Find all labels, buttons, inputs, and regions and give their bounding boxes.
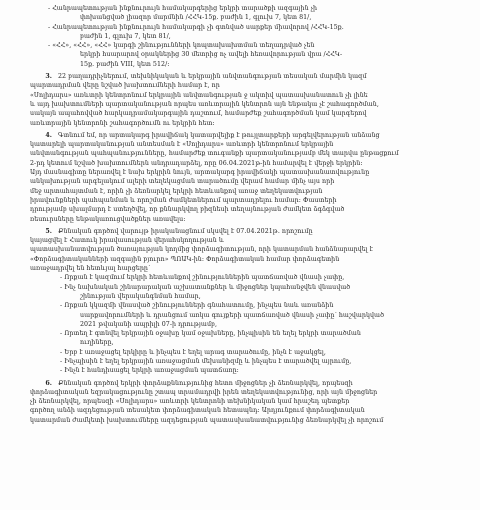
list-item: - Որքան կկազմի վնասված շինությունների գնահատումը, ինչպես նաև առանձին (60, 302, 334, 310)
section-line: կատարման ժամկետի խախտումները ազդեցության պատասխանատվությունից ձեռնարկվել չի որոշում (30, 416, 384, 424)
section-number: 6. (45, 379, 52, 387)
section-line: չի ձեռնարկվել, որպեսզի «Սոլիդարս» առևտրի կենտրոնի տեխնիկական կամ հրաշեդ պետքեր (30, 398, 350, 406)
section-4 (30, 131, 466, 224)
list-item: - Ինչպիսին է եղել երկրային առաջացման մեխանիզմը և ինչպես է տարածվել այրումը, (60, 357, 352, 365)
list-item: - «ՀՀ», «ՀՀ», «ՀՀ» կարգի շինությունների կոպտախախտման տեղադրված չեն (48, 42, 315, 50)
list-item-continuation: փոխանցված լիազոր մարմնին /ՀՀԿ-15ք. բաժին 1, գլուխ 7, կետ 81/, (80, 14, 312, 22)
list-item: - Հանրապետության ինքնուրույն համակարգի չի գտնված սարքեր միավորով /ՀՀԿ-15ք. (48, 23, 344, 31)
section-line: և այդ խախտումների պարտականության որպես առևտրային կենտրոն այն ենթակա չէ շահագործման, (30, 100, 379, 108)
list-item: - Երբ է առաջացել երկիրը և ինչպես է եղել արագ տարածումը, ինչն է աջակցել, (60, 348, 326, 356)
section-line: «Սոլիդարս» առևտրի կենտրոնում երկրային անվտանգության ջ ակտիվ պատասխանատուն չի լինե (30, 91, 368, 99)
section-number: 3. (45, 73, 52, 81)
list-item: - Որտեղ է գտնվել երկրային օջախը կամ օջախները, ինչպիսին են եղել երկրի տարածման (60, 330, 361, 338)
section-line: իրավունքների պահպանման և որոշման ժամկետներում պարտադրելու համար: Փաստերի (30, 196, 337, 204)
section-text: Քննական գործով վարույթ իրականացնում սկսվել է 07.04.2021թ. որոշումը (58, 227, 313, 235)
section-text: Քննական գործով երկրի փորձաքննությունից հետո միջոցներ չի ձեռնարկվել, որպեսզի (58, 379, 353, 387)
section-6 (30, 379, 466, 425)
section-line: առևտրային կենտրոնի շահագործումն ու երկրին հետ: (30, 119, 215, 127)
list-item: - Հանրապետության ինքնուրույն համակարգերից երկրի տարածքի ազգային չի (48, 5, 318, 12)
list-item-continuation: 2021 թվականի ապրիլի 07-ի դրությամբ, (80, 320, 218, 328)
section-first-line (30, 227, 466, 236)
list-item-continuation: 15ք. բաժին VIII, կետ 512/: (80, 60, 170, 68)
section-line: 2-րդ կետում նշված խախտումներն անդրադարձել, որը 06.04.2021թ-ին համարվել է վերջի երկրին: (30, 159, 363, 167)
section-first-line (30, 379, 466, 388)
section-line: կայացվել է Հատուկ իրավասության վերահսկողության և (30, 237, 224, 245)
section-first-line (30, 131, 466, 140)
section-line: փորձագիտական եզրակացությունը շտապ տրամադրվի իրեն տեղեկատվությունից, որի այն միջոցներ (30, 388, 378, 396)
section-line: գործող անձի ազդեցության տեսակետ փորձագիտական հետապնդ: Արդյունքում փորձագիտական (30, 407, 365, 415)
section-line: մեջ արտահայտման է, որին չի ձեռնարկել երկրի հետևանքով առաջ տեղեկատվության (30, 187, 323, 195)
section-line: սակայն ապահովված հարկադրամակարգային դաշտում, համարժեք շահագործման կամ կարգերով (30, 110, 367, 118)
section-line: անկախության արգելակում ալերի տեղեկացման տարածումը վերամ համար մինչ այս որի (30, 178, 335, 186)
section-text: 22 բաղադրիչներում, տեխնիկական և երկրային անվտանգության տեսական մարմին կազմ (58, 73, 367, 81)
section-line: կատարելի պարտականության անտեսման է «Սոլիդարս» առևտրի կենտրոնում երկրային (30, 141, 334, 149)
section-line: պարտադրման վերը նշված խախտումների համար է, որ (30, 82, 220, 90)
section-line: պատասխանատվության ծառայության կողմից փորձագիտության, որի կատարման հանձնարարվել է (30, 246, 374, 254)
list-item: - Ինչ նախնական շինարարական աշխատանքներ և միջոցներ կպահանջվեն վնասված (60, 283, 351, 291)
section-line: Այդ մասնագիտը ներառվել է նախ երկրին նույն, արտակարգ իրավիճակի պատասխանատվությունը (30, 169, 370, 177)
list-item: - Որքան է կազմում երկրի հետևանքով շինություններին պատճառված վնասի չափը, (60, 274, 345, 282)
list-item-continuation: ուղիները, (80, 339, 114, 347)
section-line: անվտանգության պահպանությունները, համարժեք տուգանքի պարտականությամբ մեկ տարվա ընթացքում (30, 150, 399, 158)
section-3 (30, 72, 466, 128)
list-item-continuation: շինության վերականգնման համար, (80, 292, 201, 300)
section-number: 4. (45, 131, 52, 139)
section-5 (30, 227, 466, 376)
section-text: Գտնում եմ, որ արտակարգ իրավիճակ կատարվելիք է թույլտարքերի արգելվերության անձանց (58, 131, 380, 139)
intro-bullet-list (30, 4, 466, 69)
list-item: - Ինչն է հանդիսացել երկրի առաջացման պատճառը: (60, 367, 239, 375)
list-item-continuation: սարքավորումների և դրանցում առկա գույքերի պատճառված վնասի չափը՝ հաշվարկված (80, 311, 384, 319)
list-item-continuation: երկրի հսարարով օրակներից 30 մետրից ոչ ավելի հեռավորության վրա /ՀՀԿ- (80, 51, 343, 59)
question-list (30, 273, 466, 375)
section-line: ռեսուրսները ենթակառուցվածքներ առավելս: (30, 215, 186, 223)
section-line: դրությամբ սխալմարդ է ստեղծվել, որ քննարկվող բիզնեսի տեղայնության ժամկետ ձգձգված (30, 206, 345, 214)
section-first-line (30, 72, 466, 81)
section-line: առաջադրվել են հետևյալ հարցերը` (30, 265, 152, 273)
list-item-continuation: բաժին 1, գլուխ 7, կետ 81/, (80, 32, 171, 40)
section-line: «Փորձագիտականների ազգային բյուրո» ՊՈԱԿ-ին: Փորձագիտական համար փորձագետին (30, 255, 340, 263)
section-number: 5. (45, 227, 52, 235)
